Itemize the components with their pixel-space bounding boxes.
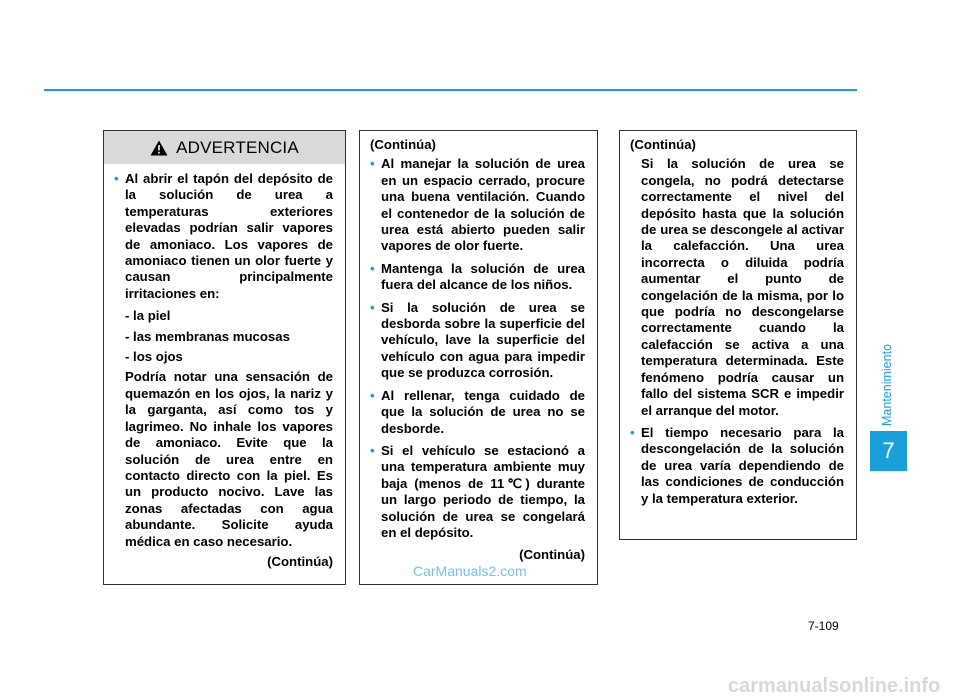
box-content (360, 131, 597, 564)
bullet-text: Al rellenar, tenga cuidado de que la solución de urea no se desborde. (381, 387, 585, 436)
watermark-footer: carmanualsonline.info (728, 675, 941, 697)
top-rule (44, 89, 857, 91)
bullet-item (370, 300, 585, 382)
warning-triangle-icon (150, 140, 168, 156)
bullet-item (114, 171, 333, 302)
bullet-item (370, 156, 585, 254)
bullet-item (370, 388, 585, 437)
bullet-text: Al manejar la solución de urea en un espacio cerrado, procure una buena ventilación. Cuando el contenedor de la solución de urea está abierto pueden salir vapores de olor fuerte. (381, 156, 585, 254)
watermark-overlay: CarManuals2.com (413, 563, 527, 579)
bullet-dot: • (370, 156, 375, 172)
bullet-item (630, 425, 844, 507)
warning-title: ADVERTENCIA (176, 137, 299, 157)
bullet-text: Si el vehículo se estacionó a una temperatura ambiente muy baja (menos de 11℃) durante un largo periodo de tiempo, la solución de urea se congelará en el depósito. (381, 442, 585, 540)
bullet-dot: • (114, 171, 119, 186)
warning-content (104, 164, 345, 570)
continued-label: (Continúa) (519, 547, 585, 563)
list-item: - la piel (125, 308, 171, 324)
continued-heading: (Continúa) (370, 137, 436, 152)
bullet-text: Mantenga la solución de urea fuera del alcance de los niños. (381, 260, 585, 293)
section-label (872, 335, 902, 435)
bullet-dot: • (630, 424, 635, 440)
list-item: - los ojos (125, 349, 183, 365)
box-content (620, 131, 856, 507)
bullet-dot: • (370, 442, 375, 458)
bullet-text: Si la solución de urea se desborda sobre la superficie del vehículo, lave la superficie del vehículo con agua para impedir que se produzca corrosión. (381, 299, 585, 381)
page-number: 7-109 (808, 619, 839, 633)
bullet-item (370, 443, 585, 541)
bullet-item (370, 261, 585, 294)
content-box-2 (359, 130, 598, 585)
bullet-text: Al abrir el tapón del depósito de la solución de urea a temperaturas exteriores elevadas podrían salir vapores de amoniaco. Los vapores de amoniaco tienen un olor fuerte y causan principalmente irritaciones en: (125, 171, 333, 301)
warning-header (104, 131, 345, 164)
warning-box (103, 130, 346, 585)
paragraph: Podría notar una sensación de quemazón en los ojos, la nariz y la garganta, así como tos y lagrimeo. No inhale los vapores de amoniaco. Evite que la solución de urea entre en contacto directo con la piel. Es un producto nocivo. Lave las zonas afectadas con agua abundante. Solicite ayuda médica en caso necesario. (125, 369, 333, 549)
bullet-dot: • (370, 387, 375, 403)
continued-label: (Continúa) (267, 553, 333, 569)
bullet-dot: • (370, 299, 375, 315)
chapter-tab: 7 (870, 431, 907, 471)
list-item: - las membranas mucosas (125, 328, 290, 344)
bullet-dot: • (370, 260, 375, 276)
bullet-text: El tiempo necesario para la descongelación de la solución de urea varía dependiendo de las condiciones de conducción y la temperatura exterior. (641, 424, 844, 506)
section-label-text: Mantenimiento (880, 344, 894, 426)
paragraph: Si la solución de urea se congela, no podrá detectarse correctamente el nivel del depósito hasta que la solución de urea se descongele al activar la calefacción. Una urea incorrecta o diluida podría aumentar el punto de congelación de la misma, por lo que podría no descongelarse correctamente cuando la calefacción se activa a una temperatura determinada. Este fenómeno podría causar un fallo del sistema SCR e impedir el arranque del motor. (641, 156, 844, 418)
continued-heading: (Continúa) (630, 137, 696, 152)
content-box-3 (619, 130, 857, 540)
